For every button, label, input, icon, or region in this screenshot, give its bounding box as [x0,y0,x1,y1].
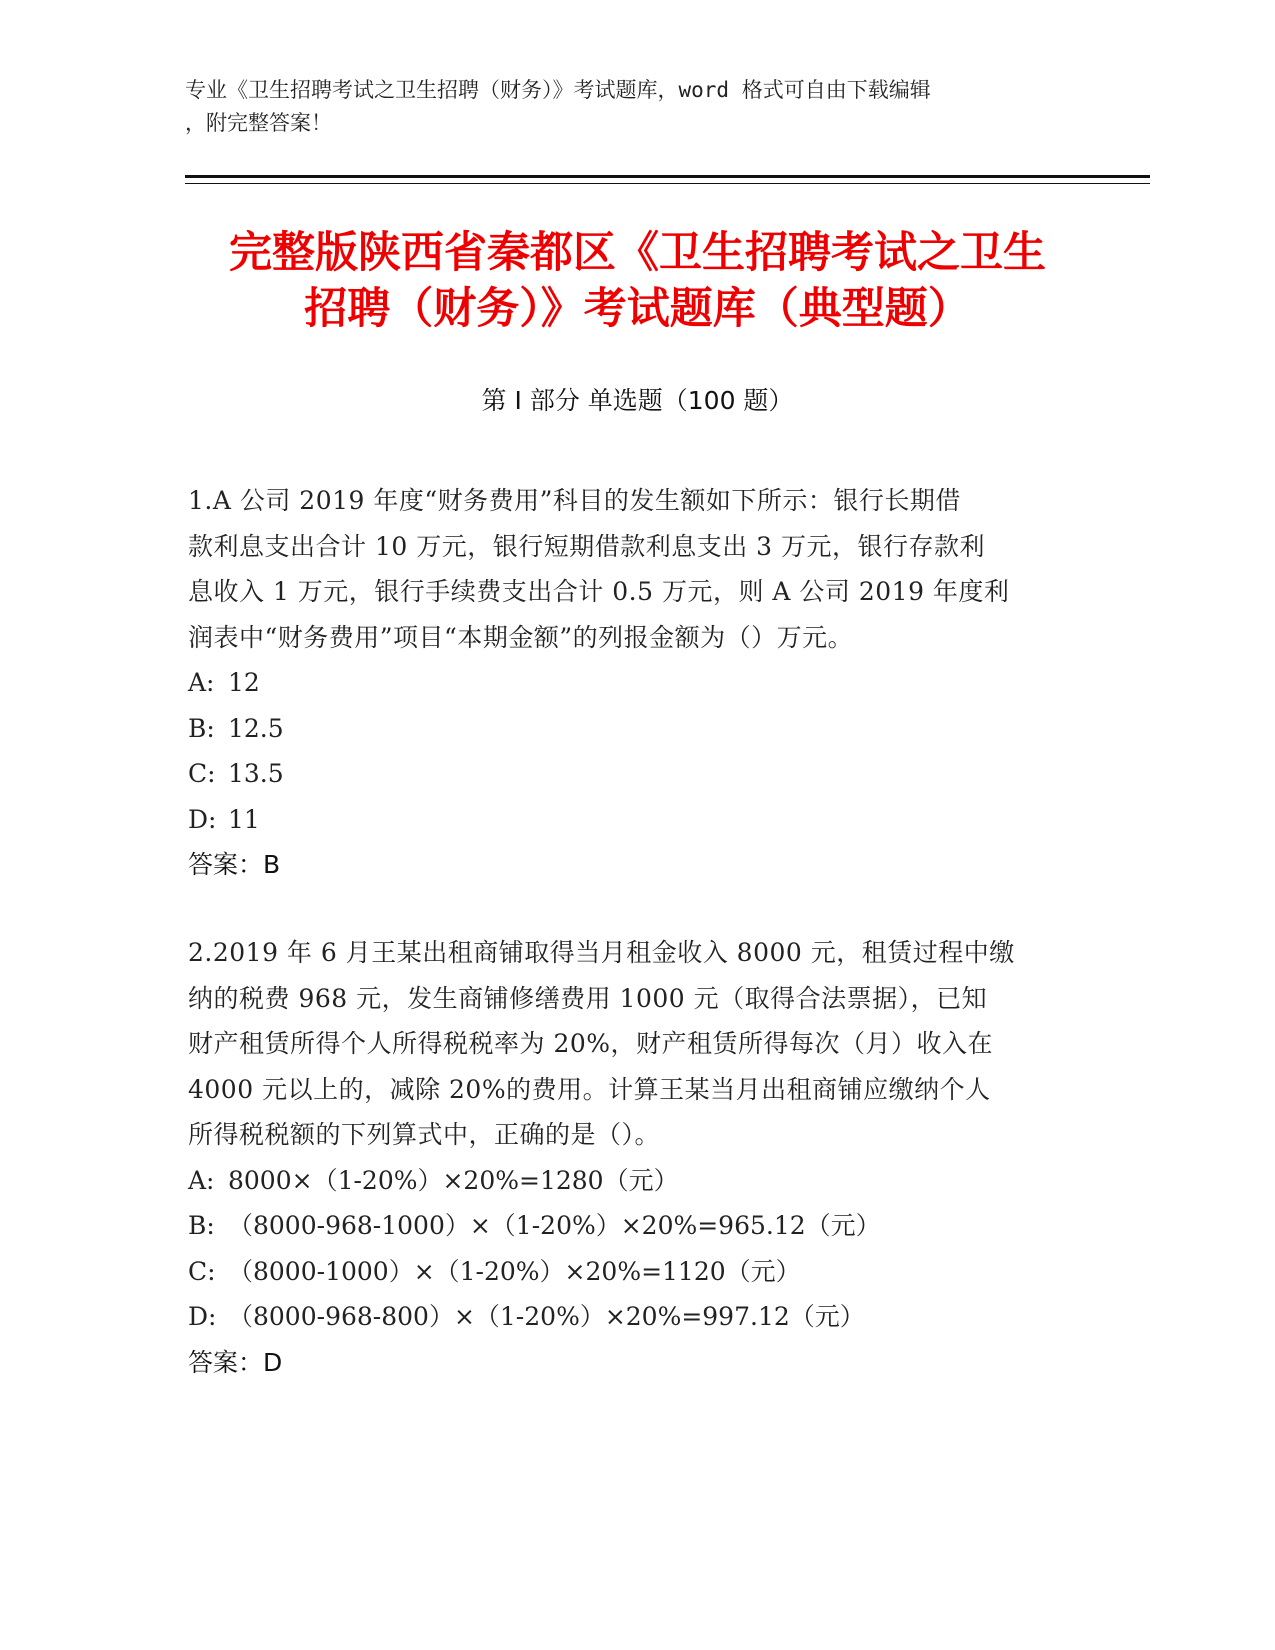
option-text: 12 [228,668,260,697]
option-text: 13.5 [228,759,284,788]
option-text: （8000-968-800）×（1-20%）×20%=997.12（元） [228,1302,865,1331]
question-stem [188,478,1088,660]
option-text: 12.5 [228,713,284,743]
question-stem [188,930,1088,1158]
option-b [188,706,1088,752]
option-letter: C: [188,1256,216,1286]
question-stem-line: 1.A 公司 2019 年度“财务费用”科目的发生额如下所示：银行长期借 [188,486,961,515]
option-d [188,1294,1088,1340]
header-divider-thick [185,175,1150,178]
question-2 [188,930,1088,1385]
document-title-line: 招聘（财务）》考试题库（典型题） [304,284,971,334]
option-letter: A: [188,668,215,697]
document-title-line: 完整版陕西省秦都区《卫生招聘考试之卫生 [229,228,1046,278]
option-c [188,1249,1088,1295]
answer-line: 答案：B [188,850,281,879]
option-letter: A: [188,1165,215,1195]
option-letter: D: [188,804,217,834]
option-text: 8000×（1-20%）×20%=1280（元） [228,1165,679,1195]
header-note-line: ，附完整答案！ [185,111,332,135]
question-stem-line: 财产租赁所得个人所得税税率为 20%，财产租赁所得每次（月）收入在 [188,1029,994,1058]
header-divider-thin [185,183,1150,184]
question-stem-line: 纳的税费 968 元，发生商铺修缮费用 1000 元（取得合法票据），已知 [188,983,988,1013]
question-stem-line: 款利息支出合计 10 万元，银行短期借款利息支出 3 万元，银行存款利 [188,531,986,561]
option-text: （8000-1000）×（1-20%）×20%=1120（元） [228,1256,801,1286]
option-b [188,1203,1088,1249]
question-1 [188,478,1088,888]
question-stem-line: 息收入 1 万元，银行手续费支出合计 0.5 万元，则 A 公司 2019 年度利 [188,577,1010,606]
section-title: 第 I 部分 单选题（100 题） [481,386,794,415]
question-stem-line: 润表中“财务费用”项目“本期金额”的列报金额为（）万元。 [188,622,854,652]
document-title [180,225,1095,337]
header-note [185,74,1065,140]
question-stem-line: 4000 元以上的，减除 20%的费用。计算王某当月出租商铺应缴纳个人 [188,1074,991,1104]
option-c [188,751,1088,797]
option-a [188,660,1088,706]
question-stem-line: 2.2019 年 6 月王某出租商铺取得当月租金收入 8000 元，租赁过程中缴 [188,938,1015,967]
option-letter: B: [188,1211,215,1240]
option-text: （8000-968-1000）×（1-20%）×20%=965.12（元） [228,1211,881,1240]
option-a [188,1158,1088,1204]
question-stem-line: 所得税税额的下列算式中，正确的是（）。 [188,1120,661,1149]
option-letter: C: [188,759,216,788]
header-note-line: 专业《卫生招聘考试之卫生招聘（财务）》考试题库，word 格式可自由下载编辑 [185,78,931,102]
option-d [188,797,1088,843]
option-text: 11 [228,804,260,834]
answer-line: 答案：D [188,1347,283,1377]
option-letter: D: [188,1302,217,1331]
option-letter: B: [188,713,215,743]
